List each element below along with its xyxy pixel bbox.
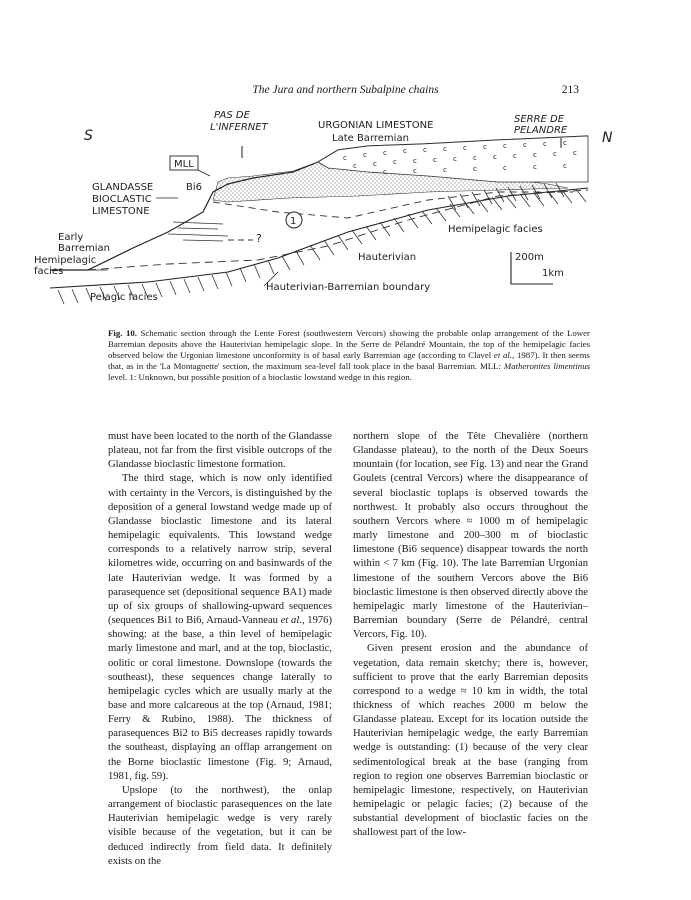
svg-text:c: c xyxy=(413,167,417,175)
pas-de-infernet-label-2: L'INFERNET xyxy=(210,122,268,133)
glandasse-label-2: BIOCLASTIC xyxy=(92,194,152,205)
svg-text:c: c xyxy=(563,162,567,170)
svg-text:c: c xyxy=(383,149,387,157)
left-column xyxy=(108,430,332,869)
glandasse-limestone-lenses xyxy=(168,222,228,241)
svg-text:c: c xyxy=(453,155,457,163)
svg-text:c: c xyxy=(483,143,487,151)
caption-et-al: et al. xyxy=(493,350,513,360)
svg-text:c: c xyxy=(523,141,527,149)
scale-horizontal-label: 1km xyxy=(542,268,564,279)
running-title: The Jura and northern Subalpine chains xyxy=(252,84,439,96)
svg-text:c: c xyxy=(543,140,547,148)
svg-text:c: c xyxy=(363,151,367,159)
mll-leader xyxy=(198,170,210,176)
pelagic-facies-label: Pelagic facies xyxy=(90,292,158,303)
caption-label: Fig. 10. xyxy=(108,328,137,338)
svg-text:c: c xyxy=(393,158,397,166)
hemipelagic-label-1: Hemipelagic xyxy=(34,255,97,266)
svg-text:c: c xyxy=(443,145,447,153)
right-paragraph-2: Given present erosion and the abundance of vegetation, data remain sketchy; there is, however, sufficient to prove that the early Barremian deposits correspond to a wedge ≈ 10 km in width, the total thickness of which reaches 2000 m below the Glandasse plateau. Except for its location outside the Hauterivian hemipelagic wedge, the early Barremian wedge is outstanding: (1) because of the very clear sedimentological break at the base (ranging from region to region one observes Barremian bioclastic or hemipelagic limestone, respectively, on Hauterivian hemipelagic or pelagic facies; (2) because of the substantial development of bioclastic facies on the shallowest part of the low- xyxy=(353,643,588,839)
svg-text:c: c xyxy=(353,162,357,170)
svg-text:c: c xyxy=(513,152,517,160)
caption-species: Matheronites limentinus xyxy=(503,361,591,371)
late-barremian-label: Late Barremian xyxy=(332,133,409,144)
svg-text:c: c xyxy=(503,142,507,150)
urgonian-label: URGONIAN LIMESTONE xyxy=(318,120,434,131)
left-paragraph-2b: , 1976) showing: at the base, a thin level of hemipelagic marly limestone and marl, and at the top, bioclastic, oolitic or coral limestone. Downslope (towards the southeast), these sequences change laterally to hemipelagic cycles which are usually marly at the base and more calcareous at the top (Arnaud, 1981; Ferry & Rubino, 1988). The thickness of parasequences Bi2 to Bi5 decreases rapidly towards the southeast, displaying an offlap arrangement on the Borne bioclastic limestone (Fig. 9; Arnaud, 1981, fig. 59). xyxy=(108,615,333,782)
svg-text:c: c xyxy=(503,164,507,172)
caption-text-2: , 1987). It then seems that, as in the 'La Montagnette' section, the maximum sea-level fall took place in the basal Barremian. MLL: xyxy=(108,350,590,371)
svg-text:c: c xyxy=(533,163,537,171)
svg-text:c: c xyxy=(343,154,347,162)
mll-label: MLL xyxy=(174,159,194,170)
left-paragraph-2-etal: et al. xyxy=(280,615,302,627)
svg-text:c: c xyxy=(473,154,477,162)
right-column xyxy=(353,430,588,841)
svg-text:c: c xyxy=(533,151,537,159)
pas-de-infernet-label: PAS DE xyxy=(214,110,250,121)
svg-text:c: c xyxy=(373,160,377,168)
svg-text:c: c xyxy=(403,147,407,155)
figure-10-section xyxy=(28,100,668,330)
hemipelagic-facies-label: Hemipelagic facies xyxy=(448,224,543,235)
caption-text-3: level. 1: Unknown, but possible position of a bioclastic lowstand wedge in this region. xyxy=(108,372,412,382)
serre-de-pelandre-label: SERRE DE xyxy=(514,114,565,125)
hauterivian-label: Hauterivian xyxy=(358,252,417,263)
north-label: N xyxy=(602,130,613,146)
glandasse-label-3: LIMESTONE xyxy=(92,206,150,217)
figure-caption xyxy=(108,328,590,383)
svg-text:c: c xyxy=(573,149,577,157)
caption-text-1: Schematic section through the Lente Forest (southwestern Vercors) showing the probable onlap arrangement of the Lower Barremian deposits above the Hauterivian hemipelagic slope. In the Serre de Pélandré Mountain, the top of the hemipelagic facies observed below the Urgonian limestone unconformity is of basal early Barremian age (according to Clavel xyxy=(108,328,590,360)
boundary-label: Hauterivian-Barremian boundary xyxy=(266,282,431,293)
svg-text:c: c xyxy=(443,166,447,174)
running-head xyxy=(0,84,691,100)
svg-text:c: c xyxy=(413,157,417,165)
svg-text:c: c xyxy=(383,168,387,176)
svg-text:c: c xyxy=(563,139,567,147)
left-paragraph-2a: The third stage, which is now only identified with certainty in the Vercors, is distinguished by the deposition of a general lowstand wedge made up of Glandasse bioclastic limestone and its lateral hemipelagic equivalents. This lowstand wedge corresponds to a relatively narrow strip, several kilometres wide, occurring on and basinwards of the late Hauterivian wedge. It was formed by a parasequence set (depositional sequence BA1) made up of six groups of shallowing-upward sequences (sequences Bi1 to Bi6, Arnaud-Vanneau xyxy=(108,473,332,627)
svg-text:c: c xyxy=(433,156,437,164)
glandasse-label-1: GLANDASSE xyxy=(92,182,154,193)
svg-text:c: c xyxy=(463,144,467,152)
question-mark: ? xyxy=(256,232,262,245)
south-label: S xyxy=(84,128,93,144)
left-paragraph-2 xyxy=(108,472,332,783)
early-barremian-label-1: Early xyxy=(58,232,84,243)
svg-text:c: c xyxy=(493,153,497,161)
hemipelagic-label-2: facies xyxy=(34,266,64,277)
bi6-label: Bi6 xyxy=(186,182,203,193)
serre-de-pelandre-label-2: PELANDRE xyxy=(514,125,568,136)
scale-vertical-label: 200m xyxy=(515,252,544,263)
early-barremian-label-2: Barremian xyxy=(58,243,110,254)
svg-text:c: c xyxy=(553,150,557,158)
svg-text:c: c xyxy=(423,146,427,154)
left-paragraph-1: must have been located to the north of the Glandasse plateau, not far from the first visible outcrops of the Glandasse bioclastic limestone formation. xyxy=(108,431,332,471)
left-paragraph-3: Upslope (to the northwest), the onlap arrangement of bioclastic parasequences on the late Hauterivian hemipelagic wedge is very rarely visible because of the vegetation, but it can be deduced indirectly from field data. It definitely exists on the xyxy=(108,784,332,867)
page-number: 213 xyxy=(561,84,579,96)
svg-text:c: c xyxy=(473,165,477,173)
unknown-wedge-number: 1 xyxy=(290,216,297,227)
right-paragraph-1: northern slope of the Tête Chevalière (northern Glandasse plateau), to the north of the Deux Soeurs mountain (for location, see Fig. 13) and near the Grand Goulets (central Vercors) where the disappearance of several bioclastic toplaps is observed towards the northwest. It probably also occurs throughout the southern Vercors where ≈ 1000 m of hemipelagic marly limestone and 200–300 m of bioclastic limestone (Bi6 sequence) disappear towards the north within < 7 km (Fig. 10). The late Barremian Urgonian limestone of the southern Vercors above the Bi6 bioclastic limestone is then observed directly above the hemipelagic marly limestone of the Hauterivian–Barremian boundary (Serre de Pélandré, central Vercors, Fig. 10). xyxy=(353,431,588,641)
